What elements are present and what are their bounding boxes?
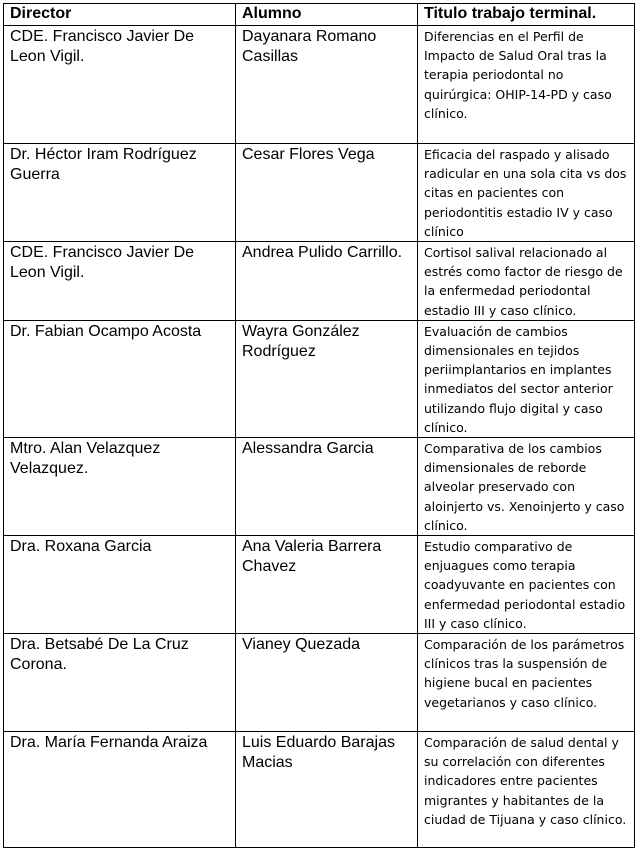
director-cell: Dra. Betsabé De La Cruz Corona. xyxy=(4,634,236,732)
title-cell: Diferencias en el Perfil de Impacto de Salud Oral tras la terapia periodontal no quirúrgica: OHIP-14-PD y caso clínico. xyxy=(418,26,635,144)
table-row xyxy=(4,732,635,848)
title-cell: Comparación de salud dental y su correlación con diferentes indicadores entre pacientes migrantes y habitantes de la ciudad de Tijuana y caso clínico. xyxy=(418,732,635,848)
student-cell: Wayra González Rodríguez xyxy=(236,320,418,437)
title-cell: Cortisol salival relacionado al estrés como factor de riesgo de la enfermedad periodontal estadio III y caso clínico. xyxy=(418,242,635,321)
title-cell: Evaluación de cambios dimensionales en tejidos periimplantarios en implantes inmediatos del sector anterior utilizando flujo digital y caso clínico. xyxy=(418,320,635,437)
title-cell: Eficacia del raspado y alisado radicular en una sola cita vs dos citas en pacientes con periodontitis estadio IV y caso clínico xyxy=(418,144,635,242)
table-row xyxy=(4,26,635,144)
title-cell: Estudio comparativo de enjuagues como terapia coadyuvante en pacientes con enfermedad periodontal estadio III y caso clínico. xyxy=(418,536,635,634)
student-cell: Vianey Quezada xyxy=(236,634,418,732)
table-header-row xyxy=(4,4,635,26)
table-row xyxy=(4,634,635,732)
director-cell: Dra. María Fernanda Araiza xyxy=(4,732,236,848)
director-cell: CDE. Francisco Javier De Leon Vigil. xyxy=(4,242,236,321)
table-row xyxy=(4,242,635,321)
director-cell: Mtro. Alan Velazquez Velazquez. xyxy=(4,438,236,536)
table-row xyxy=(4,438,635,536)
student-cell: Cesar Flores Vega xyxy=(236,144,418,242)
student-cell: Luis Eduardo Barajas Macias xyxy=(236,732,418,848)
title-cell: Comparativa de los cambios dimensionales de reborde alveolar preservado con aloinjerto vs. Xenoinjerto y caso clínico. xyxy=(418,438,635,536)
table-row xyxy=(4,320,635,437)
header-title: Titulo trabajo terminal. xyxy=(418,4,635,26)
director-cell: Dra. Roxana Garcia xyxy=(4,536,236,634)
director-cell: Dr. Fabian Ocampo Acosta xyxy=(4,320,236,437)
header-director: Director xyxy=(4,4,236,26)
header-student: Alumno xyxy=(236,4,418,26)
student-cell: Dayanara Romano Casillas xyxy=(236,26,418,144)
student-cell: Alessandra Garcia xyxy=(236,438,418,536)
thesis-table xyxy=(3,3,635,848)
title-cell: Comparación de los parámetros clínicos tras la suspensión de higiene bucal en pacientes vegetarianos y caso clínico. xyxy=(418,634,635,732)
director-cell: Dr. Héctor Iram Rodríguez Guerra xyxy=(4,144,236,242)
student-cell: Ana Valeria Barrera Chavez xyxy=(236,536,418,634)
student-cell: Andrea Pulido Carrillo. xyxy=(236,242,418,321)
table-row xyxy=(4,144,635,242)
table-row xyxy=(4,536,635,634)
director-cell: CDE. Francisco Javier De Leon Vigil. xyxy=(4,26,236,144)
